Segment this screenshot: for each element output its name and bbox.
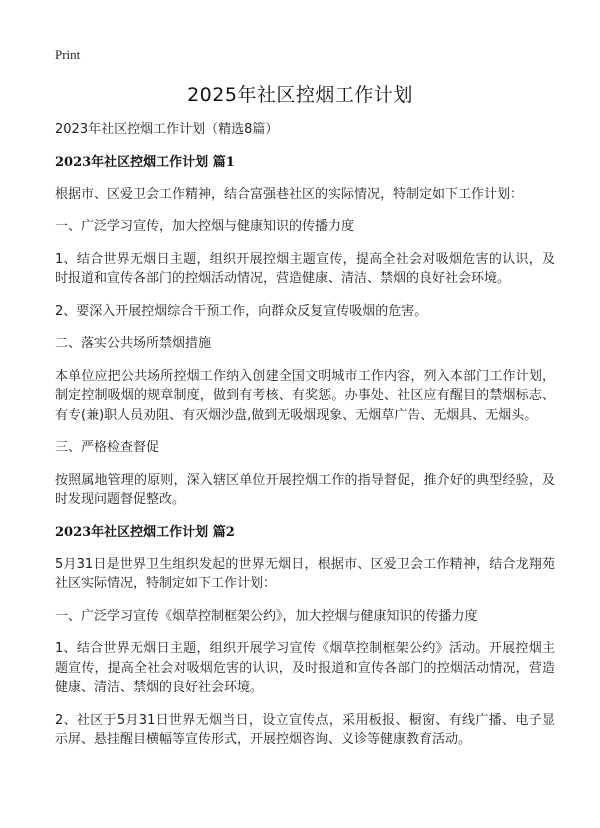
paragraph: 二、落实公共场所禁烟措施 — [55, 336, 212, 351]
paragraph: 1、结合世界无烟日主题，组织开展控烟主题宣传，提高全社会对吸烟危害的认识，及时报道和宣传各部门的控烟活动情况，营造健康、清洁、禁烟的良好社会环境。 — [55, 251, 555, 286]
paragraph: 2、要深入开展控烟综合干预工作，向群众反复宣传吸烟的危害。 — [55, 303, 428, 319]
paragraph: 按照属地管理的原则，深入辖区单位开展控烟工作的指导督促，推介好的典型经验，及时发现问题督促整改。 — [55, 472, 555, 507]
paragraph: 一、广泛学习宣传《烟草控制框架公约》，加大控烟与健康知识的传播力度 — [55, 608, 478, 624]
paragraph: 1、结合世界无烟日主题，组织开展学习宣传《烟草控制框架公约》活动。开展控烟主题宣传，提高全社会对吸烟危害的认识，及时报道和宣传各部门的控烟活动情况，营造健康、清洁、禁烟的良好社会环境。 — [55, 641, 555, 695]
section-heading-2: 2023年社区控烟工作计划 篇2 — [55, 524, 235, 540]
paragraph: 三、严格检查督促 — [55, 440, 160, 455]
print-link[interactable]: Print — [55, 47, 81, 62]
page-title: 2025年社区控烟工作计划 — [187, 84, 413, 106]
paragraph: 2、社区于5月31日世界无烟当日，设立宣传点，采用板报、橱窗、有线广播、电子显示屏、悬挂醒目横幅等宣传形式，开展控烟咨询、义诊等健康教育活动。 — [55, 712, 555, 747]
paragraph: 根据市、区爱卫会工作精神，结合富强巷社区的实际情况，特制定如下工作计划： — [55, 186, 524, 202]
paragraph: 一、广泛学习宣传，加大控烟与健康知识的传播力度 — [55, 219, 355, 234]
paragraph: 本单位应把公共场所控烟工作纳入创建全国文明城市工作内容，列入本部门工作计划，制定控制吸烟的规章制度，做到有考核、有奖惩。办事处、社区应有醒目的禁烟标志、有专(兼)职人员劝阻、有灭烟沙盘,做到无吸烟现象、无烟草广告、无烟具、无烟头。 — [55, 368, 555, 423]
section-heading-1: 2023年社区控烟工作计划 篇1 — [55, 154, 235, 170]
document-subtitle: 2023年社区控烟工作计划（精选8篇） — [55, 122, 279, 137]
document-body — [55, 120, 555, 763]
paragraph: 5月31日是世界卫生组织发起的世界无烟日，根据市、区爱卫会工作精神，结合龙翔苑社区实际情况，特制定如下工作计划： — [55, 556, 555, 591]
